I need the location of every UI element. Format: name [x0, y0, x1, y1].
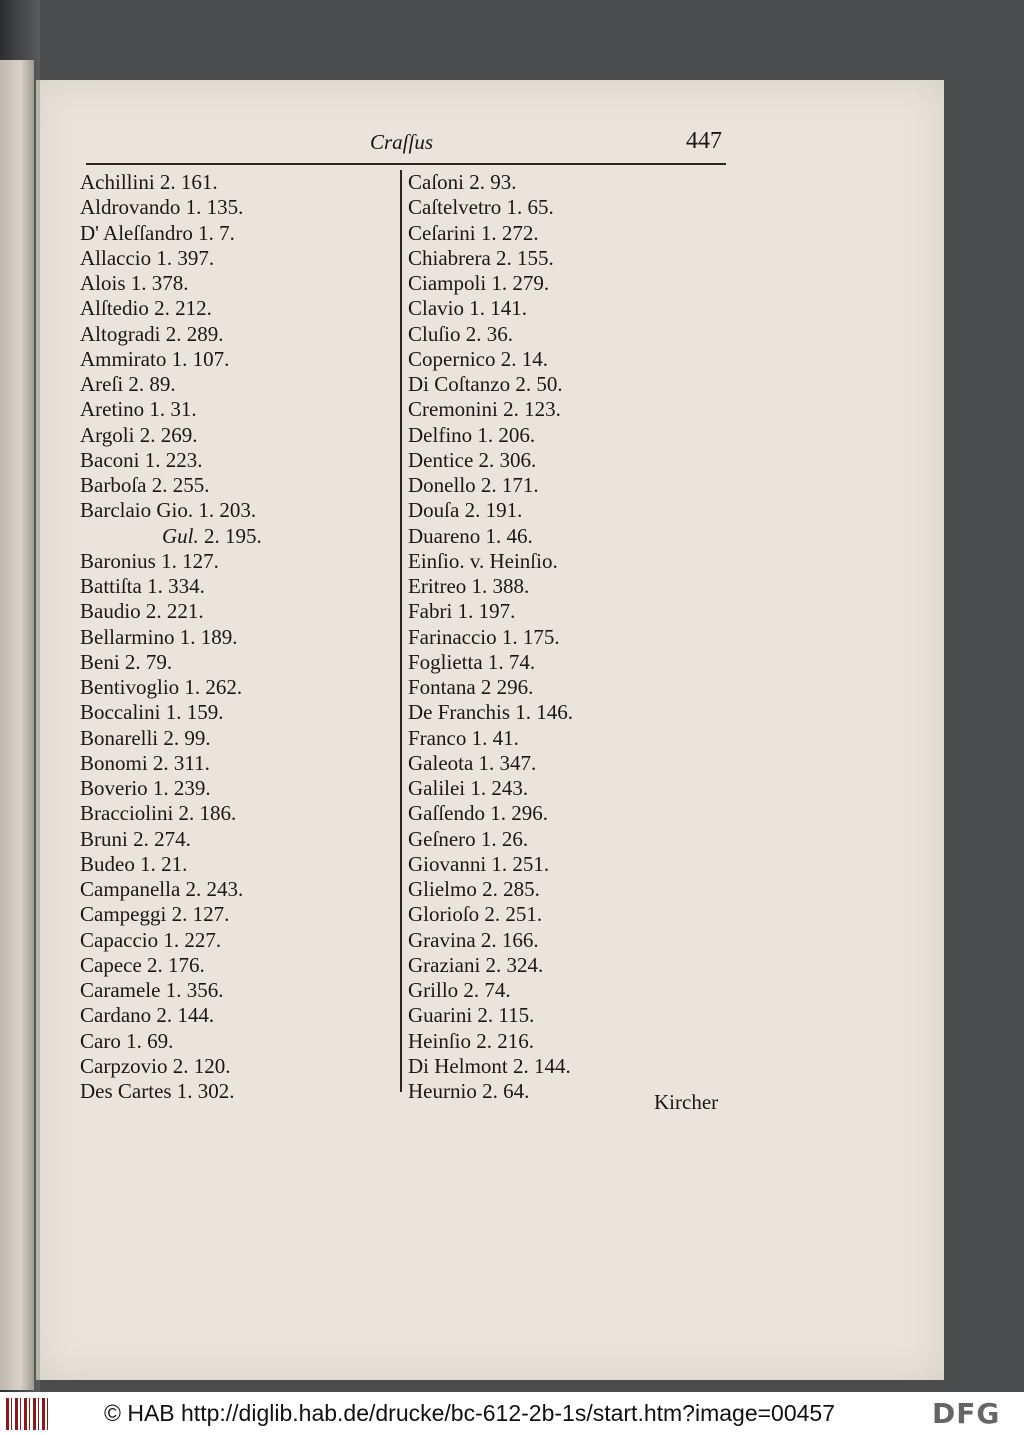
index-entry: Caſtelvetro 1. 65.	[408, 195, 554, 220]
running-head: Craſſus	[370, 130, 434, 154]
page-gutter-edge	[36, 80, 40, 1380]
index-entry: Galeota 1. 347.	[408, 750, 537, 775]
index-entry: Baconi 1. 223.	[80, 447, 203, 472]
barcode-icon	[6, 1398, 48, 1430]
index-entry: Aretino 1. 31.	[80, 397, 197, 422]
index-entry: Ceſarini 1. 272.	[408, 220, 539, 245]
index-entry: Baronius 1. 127.	[80, 548, 219, 573]
index-entry: Douſa 2. 191.	[408, 498, 523, 523]
index-entry: Gravina 2. 166.	[408, 927, 539, 952]
index-entry: Capece 2. 176.	[80, 952, 205, 977]
index-entry: Capaccio 1. 227.	[80, 927, 222, 952]
index-entry: Caro 1. 69.	[80, 1028, 174, 1053]
index-entry: Chiabrera 2. 155.	[408, 245, 554, 270]
index-entry: Giovanni 1. 251.	[408, 851, 550, 876]
index-entry: Glorioſo 2. 251.	[408, 902, 543, 927]
index-entry: De Franchis 1. 146.	[408, 700, 574, 725]
index-subentry	[80, 524, 380, 549]
index-entry: Farinaccio 1. 175.	[408, 624, 560, 649]
index-entry: Di Helmont 2. 144.	[408, 1053, 571, 1078]
index-entry: Barboſa 2. 255.	[80, 473, 210, 497]
index-entry: Bonarelli 2. 99.	[80, 725, 211, 750]
index-entry: Areſi 2. 89.	[80, 372, 176, 396]
index-entry: Donello 2. 171.	[408, 473, 539, 497]
index-entry: Barclaio Gio. 1. 203.	[80, 498, 257, 523]
index-entry: Heinſio 2. 216.	[408, 1028, 534, 1053]
index-column-left	[80, 170, 380, 1104]
index-entry: Ammirato 1. 107.	[80, 346, 230, 371]
index-entry: Battiſta 1. 334.	[80, 574, 205, 598]
index-entry: Delfino 1. 206.	[408, 422, 536, 447]
index-entry: Glielmo 2. 285.	[408, 877, 540, 901]
index-column-right	[408, 170, 708, 1104]
index-entry: Fabri 1. 197.	[408, 599, 516, 624]
index-entry: Bentivoglio 1. 262.	[80, 675, 243, 699]
index-entry: Gaſſendo 1. 296.	[408, 801, 548, 826]
index-entry: Caramele 1. 356.	[80, 978, 224, 1002]
index-entry: Ciampoli 1. 279.	[408, 271, 550, 295]
index-entry: Di Coſtanzo 2. 50.	[408, 372, 563, 396]
index-entry: Cluſio 2. 36.	[408, 321, 514, 346]
index-entry: Grillo 2. 74.	[408, 978, 511, 1002]
index-entry: Guarini 2. 115.	[408, 1003, 535, 1028]
column-divider	[400, 170, 402, 1092]
index-entry: Bellarmino 1. 189.	[80, 624, 238, 649]
index-entry: Heurnio 2. 64.	[408, 1079, 530, 1103]
index-entry: Galilei 1. 243.	[408, 776, 529, 800]
index-entry: Beni 2. 79.	[80, 649, 173, 674]
header-rule	[86, 163, 726, 165]
index-entry: Aldrovando 1. 135.	[80, 195, 244, 220]
index-entry: Dentice 2. 306.	[408, 447, 537, 472]
index-entry: Cardano 2. 144.	[80, 1003, 215, 1028]
index-entry: Franco 1. 41.	[408, 725, 519, 750]
index-entry: Boccalini 1. 159.	[80, 700, 224, 725]
index-entry: Eritreo 1. 388.	[408, 574, 530, 598]
index-entry: Campeggi 2. 127.	[80, 902, 230, 927]
index-entry: Bracciolini 2. 186.	[80, 801, 237, 826]
index-entry: Campanella 2. 243.	[80, 877, 244, 901]
index-entry: Boverio 1. 239.	[80, 776, 211, 800]
index-entry: Baudio 2. 221.	[80, 599, 204, 624]
subentry-ref: 2. 195.	[204, 523, 262, 548]
index-entry: Alois 1. 378.	[80, 271, 189, 295]
catchword: Kircher	[654, 1090, 719, 1114]
index-entry: Budeo 1. 21.	[80, 851, 188, 876]
index-entry: Clavio 1. 141.	[408, 296, 527, 321]
index-entry: Bonomi 2. 311.	[80, 750, 210, 775]
index-entry: Caſoni 2. 93.	[408, 170, 517, 194]
footer-credit-link[interactable]: © HAB http://diglib.hab.de/drucke/bc-612-2b-1s/start.htm?image=00457	[104, 1400, 836, 1426]
index-entry: Fontana 2 296.	[408, 675, 534, 699]
index-entry: Bruni 2. 274.	[80, 826, 191, 851]
index-entry: D' Aleſſandro 1. 7.	[80, 220, 235, 245]
index-entry: Einſio. v. Heinſio.	[408, 548, 558, 573]
subentry-label: Gul.	[162, 523, 199, 548]
index-entry: Graziani 2. 324.	[408, 952, 544, 977]
index-entry: Carpzovio 2. 120.	[80, 1053, 231, 1078]
index-entry: Cremonini 2. 123.	[408, 397, 561, 422]
index-entry: Copernico 2. 14.	[408, 346, 548, 371]
index-entry: Des Cartes 1. 302.	[80, 1079, 235, 1103]
index-entry: Argoli 2. 269.	[80, 422, 198, 447]
page-number: 447	[686, 128, 722, 154]
index-entry: Allaccio 1. 397.	[80, 245, 215, 270]
index-entry: Geſnero 1. 26.	[408, 826, 529, 851]
dfg-logo: DFG	[932, 1397, 1001, 1430]
index-entry: Duareno 1. 46.	[408, 523, 533, 548]
adjacent-page-edge	[0, 60, 34, 1390]
index-entry: Foglietta 1. 74.	[408, 649, 536, 674]
index-entry: Achillini 2. 161.	[80, 170, 218, 194]
index-entry: Altogradi 2. 289.	[80, 321, 224, 346]
index-entry: Alſtedio 2. 212.	[80, 296, 212, 321]
